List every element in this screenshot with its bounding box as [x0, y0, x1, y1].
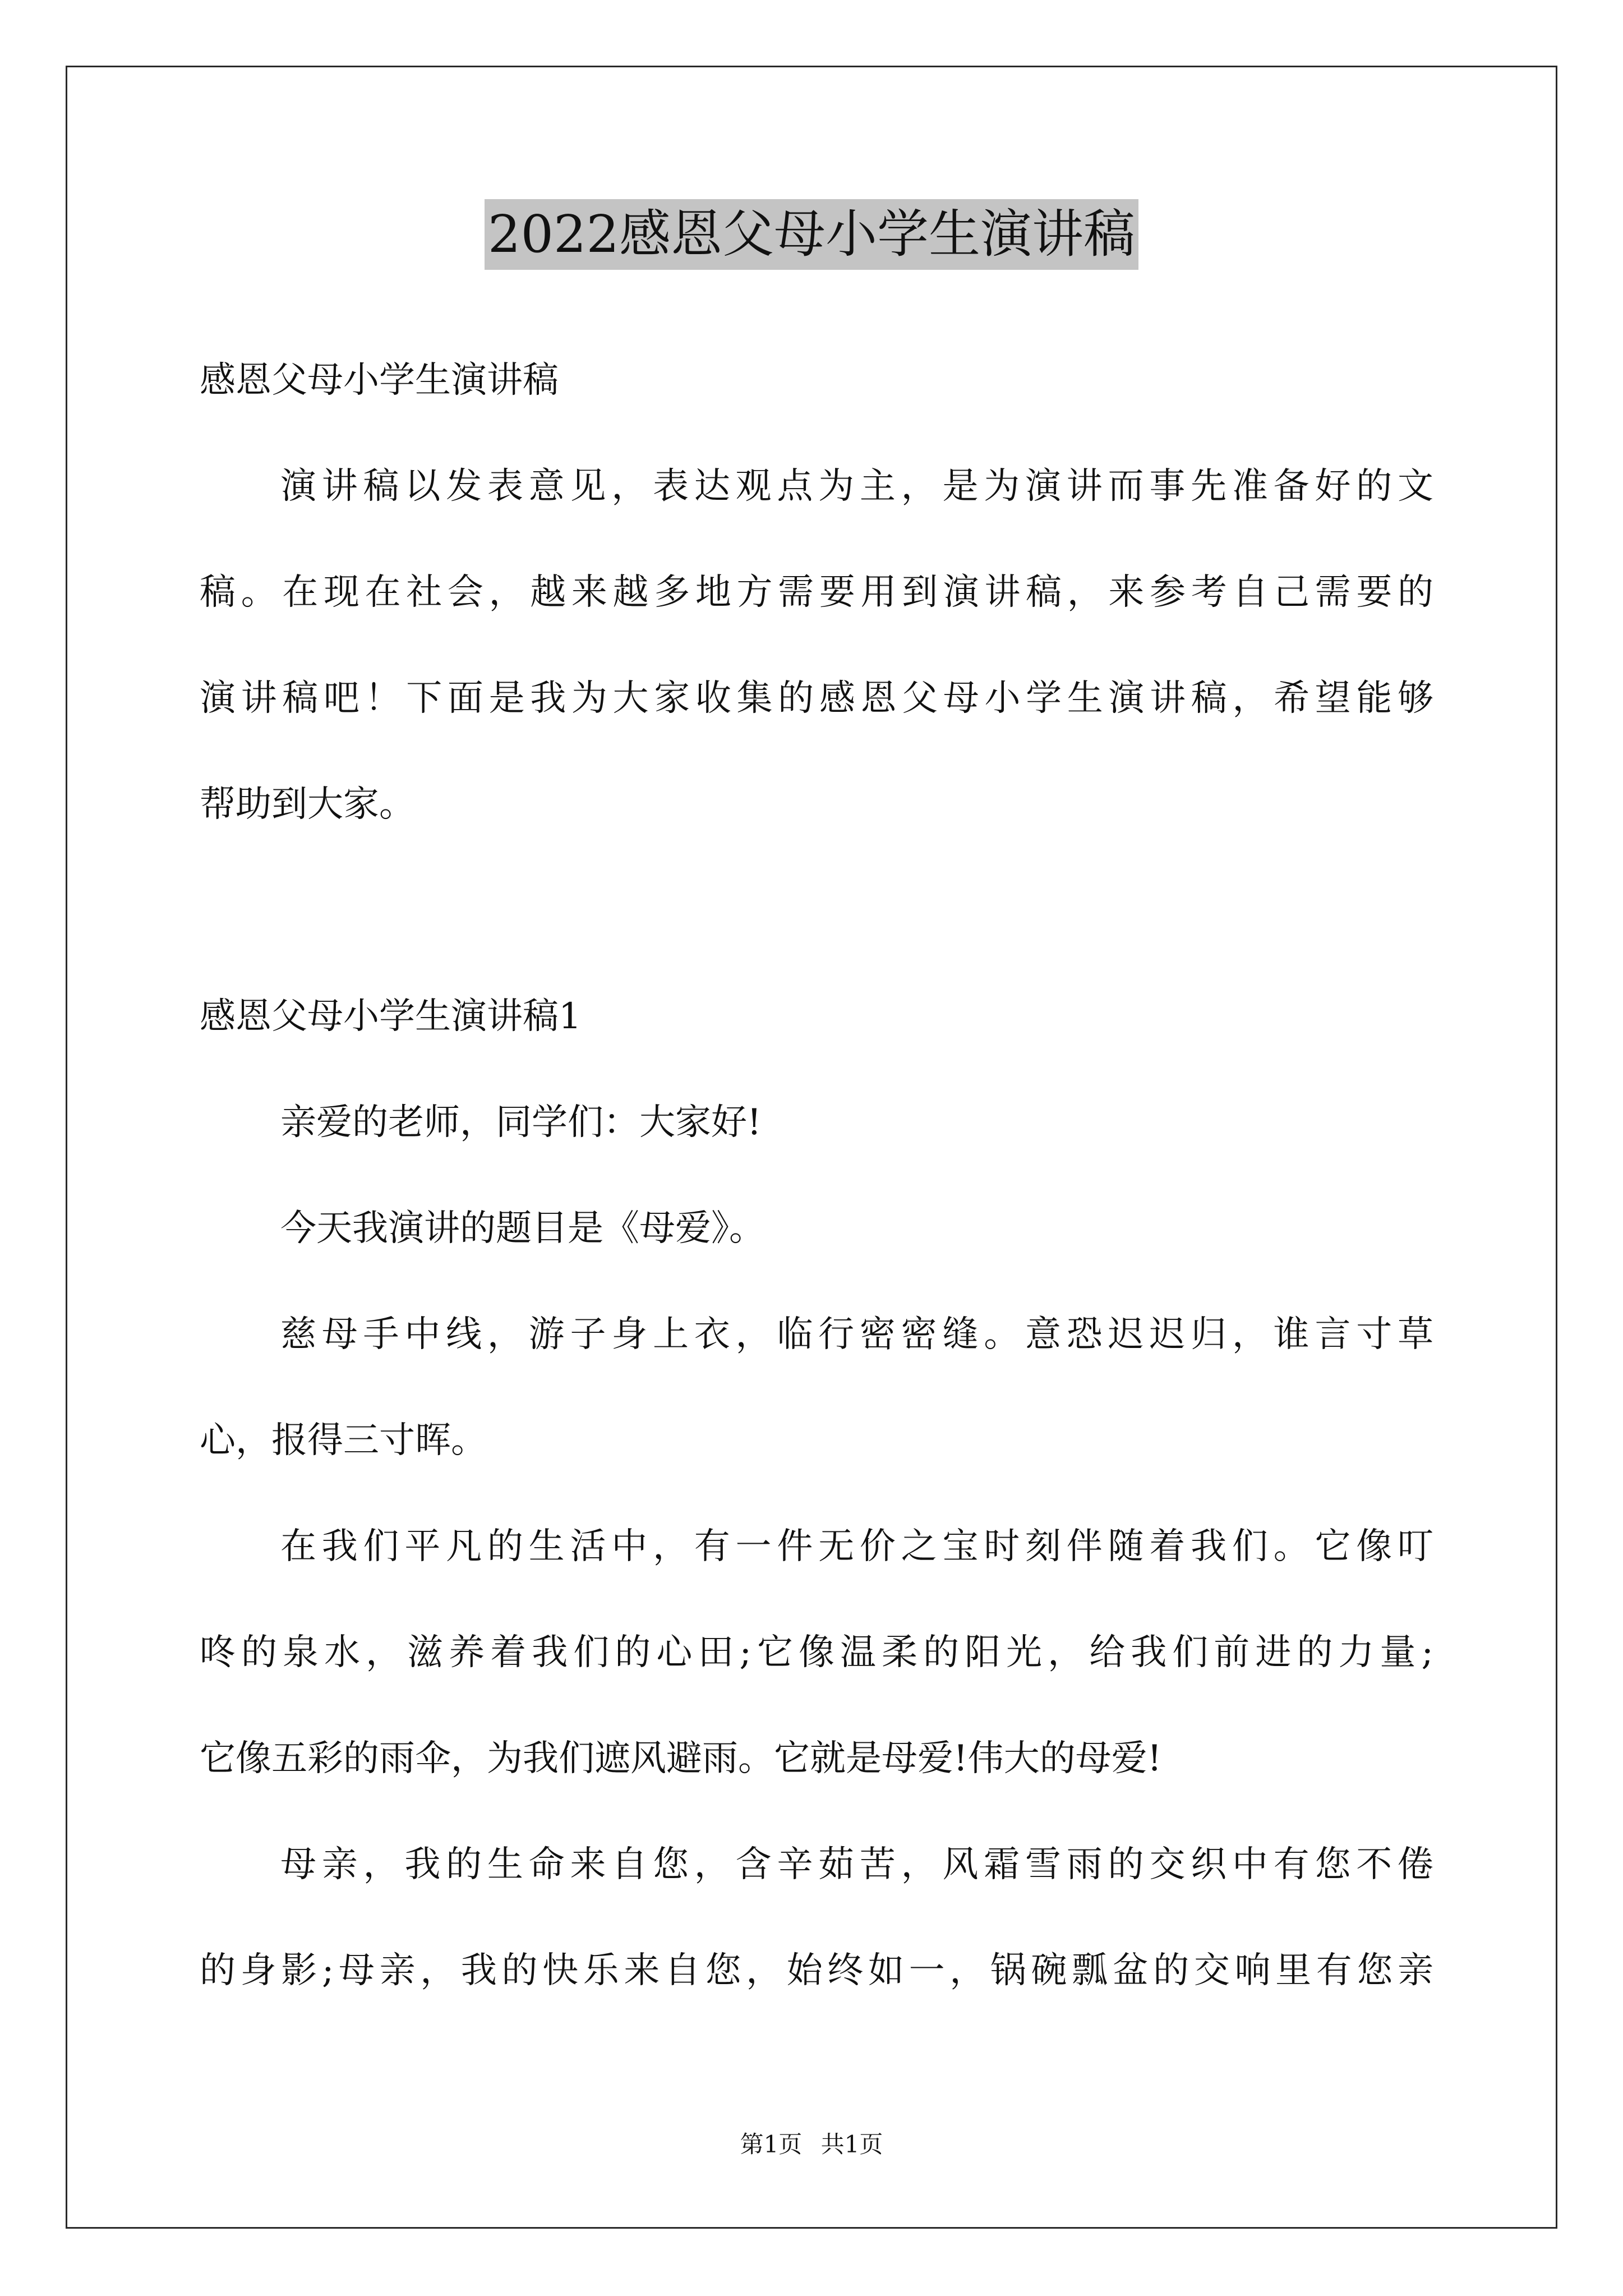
- page-number: 第1页: [740, 2131, 803, 2158]
- paragraph-line: 帮助到大家。: [200, 784, 415, 825]
- paragraph-line: 今天我演讲的题目是《母爱》。: [280, 1208, 765, 1249]
- title-container: [0, 199, 1623, 270]
- paragraph-line: 咚的泉水，滋养着我们的心田;它像温柔的阳光，给我们前进的力量;: [200, 1632, 1433, 1673]
- paragraph-line: 演讲稿吧！下面是我为大家收集的感恩父母小学生演讲稿，希望能够: [200, 678, 1433, 719]
- section-heading: 感恩父母小学生演讲稿1: [200, 996, 582, 1037]
- section-heading: 感恩父母小学生演讲稿: [200, 360, 559, 401]
- paragraph-line: 心，报得三寸晖。: [200, 1420, 487, 1461]
- paragraph-line: 亲爱的老师，同学们：大家好!: [280, 1102, 762, 1143]
- page-footer: [0, 2129, 1623, 2160]
- paragraph-line: 在我们平凡的生活中，有一件无价之宝时刻伴随着我们。它像叮: [280, 1526, 1433, 1567]
- paragraph-line: 它像五彩的雨伞，为我们遮风避雨。它就是母爱!伟大的母爱!: [200, 1738, 1162, 1779]
- paragraph-line: 慈母手中线，游子身上衣，临行密密缝。意恐迟迟归，谁言寸草: [280, 1314, 1433, 1355]
- document-title: 2022感恩父母小学生演讲稿: [485, 199, 1138, 270]
- paragraph-line: 母亲，我的生命来自您，含辛茹苦，风霜雪雨的交织中有您不倦: [280, 1844, 1433, 1885]
- paragraph-line: 稿。在现在社会，越来越多地方需要用到演讲稿，来参考自己需要的: [200, 572, 1433, 613]
- page-total: 共1页: [820, 2131, 883, 2158]
- paragraph-line: 演讲稿以发表意见，表达观点为主，是为演讲而事先准备好的文: [280, 466, 1433, 507]
- paragraph-line: 的身影;母亲，我的快乐来自您，始终如一，锅碗瓢盆的交响里有您亲: [200, 1950, 1433, 1991]
